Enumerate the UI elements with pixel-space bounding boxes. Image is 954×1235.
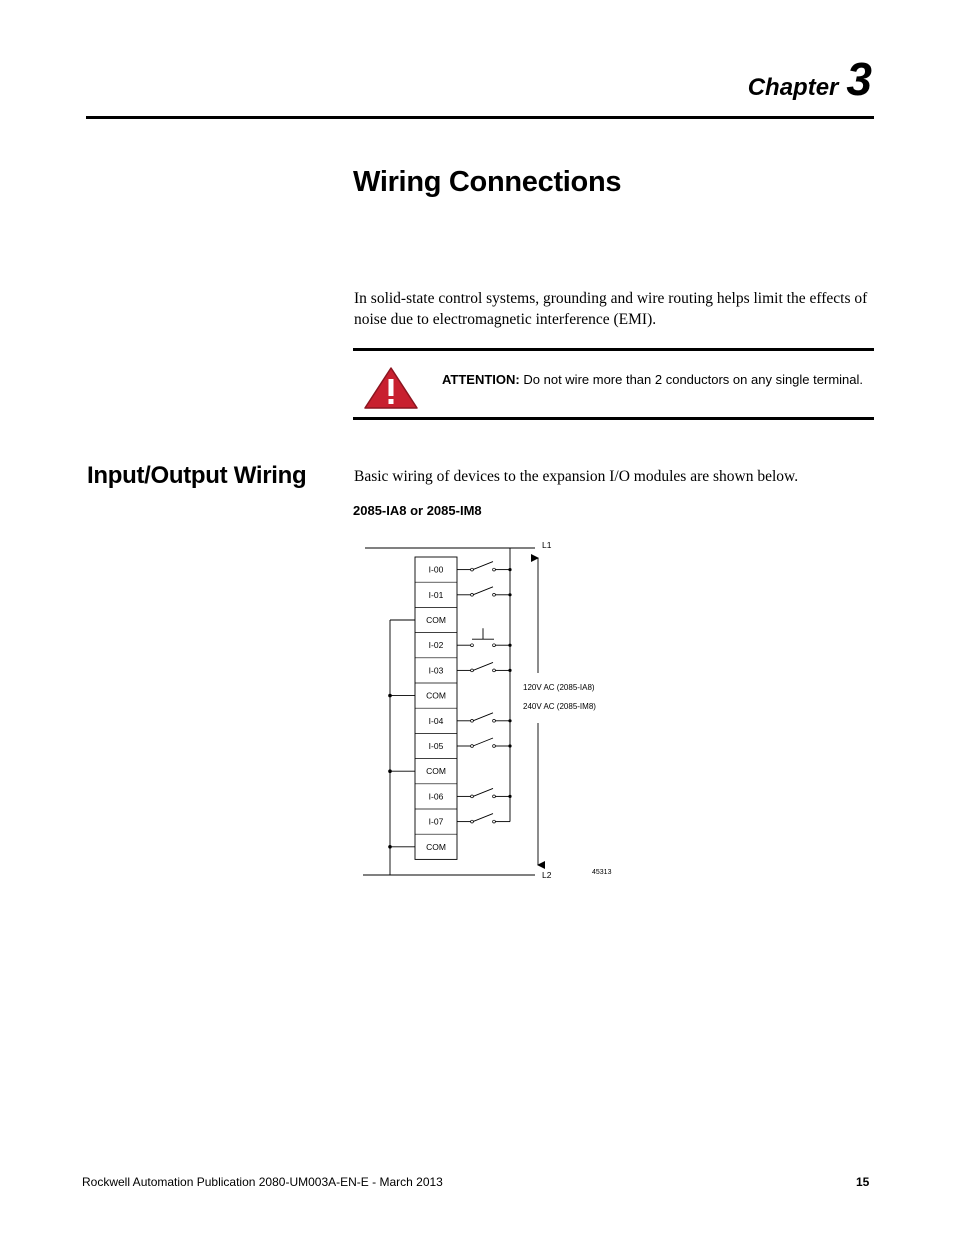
feed-junction bbox=[508, 795, 511, 798]
terminal-label: I-05 bbox=[428, 741, 444, 751]
terminal-label: I-00 bbox=[428, 564, 444, 575]
attention-box bbox=[353, 348, 874, 420]
switch-blade bbox=[473, 713, 493, 721]
switch-contact bbox=[471, 795, 474, 798]
voltage-label-im8: 240V AC (2085-IM8) bbox=[523, 702, 596, 711]
chapter-heading bbox=[747, 53, 872, 105]
terminal-label: I-01 bbox=[428, 589, 444, 600]
footer-publication: Rockwell Automation Publication 2080-UM003A-EN-E - March 2013 bbox=[82, 1175, 443, 1189]
com-junction bbox=[388, 694, 392, 698]
feed-junction bbox=[508, 744, 511, 747]
attention-message bbox=[442, 372, 863, 387]
chapter-label: Chapter bbox=[747, 74, 839, 101]
l1-label: L1 bbox=[542, 540, 552, 550]
section-title: Input/Output Wiring bbox=[87, 462, 307, 489]
terminal-label: COM bbox=[426, 690, 446, 701]
terminal-label: I-03 bbox=[428, 665, 444, 676]
figure-title: 2085-IA8 or 2085-IM8 bbox=[353, 503, 482, 518]
switch-contact bbox=[471, 820, 474, 823]
attention-body: Do not wire more than 2 conductors on any single terminal. bbox=[523, 372, 863, 387]
switch-blade bbox=[473, 587, 493, 595]
feed-junction bbox=[508, 568, 511, 571]
switch-contact bbox=[471, 719, 474, 722]
switch-blade bbox=[473, 814, 493, 822]
switch-blade bbox=[473, 788, 493, 796]
terminal-label: I-07 bbox=[428, 816, 444, 827]
switch-contact bbox=[471, 593, 474, 596]
switch-contact bbox=[493, 593, 496, 596]
switch-contact bbox=[493, 669, 496, 672]
page-title: Wiring Connections bbox=[353, 166, 622, 198]
switch-blade bbox=[473, 662, 493, 670]
l2-label: L2 bbox=[542, 870, 552, 880]
com-junction bbox=[388, 769, 392, 773]
terminal-label: I-02 bbox=[428, 640, 444, 651]
switch-blade bbox=[473, 562, 493, 570]
warning-triangle-icon bbox=[362, 365, 420, 411]
switch-contact bbox=[471, 669, 474, 672]
terminal-label: I-06 bbox=[428, 791, 444, 802]
figure-number: 45313 bbox=[592, 869, 612, 876]
feed-junction bbox=[508, 669, 511, 672]
intro-paragraph: In solid-state control systems, grounding and wire routing helps limit the effects of noise due to electromagnetic interference (EMI). bbox=[354, 290, 868, 328]
switch-contact bbox=[493, 820, 496, 823]
header-rule bbox=[86, 116, 874, 119]
feed-junction bbox=[508, 593, 511, 596]
terminal-label: COM bbox=[426, 841, 446, 852]
feed-junction bbox=[508, 644, 511, 647]
terminal-block bbox=[415, 557, 457, 859]
wiring-diagram bbox=[355, 535, 635, 885]
terminal-label: COM bbox=[426, 766, 446, 777]
page-number: 15 bbox=[856, 1175, 870, 1189]
switch-blade bbox=[473, 738, 493, 746]
com-junction bbox=[388, 845, 392, 849]
feed-junction bbox=[508, 719, 511, 722]
switch-contact bbox=[471, 745, 474, 748]
switch-contact bbox=[493, 745, 496, 748]
attention-label: ATTENTION: bbox=[442, 372, 520, 387]
terminal-label: COM bbox=[426, 615, 446, 625]
switch-contact bbox=[471, 568, 474, 571]
switch-contact bbox=[493, 568, 496, 571]
chapter-number: 3 bbox=[846, 53, 872, 105]
section-paragraph: Basic wiring of devices to the expansion I/O modules are shown below. bbox=[354, 468, 799, 485]
switch-contact bbox=[471, 644, 474, 647]
terminal-label: I-04 bbox=[428, 715, 444, 726]
voltage-label-ia8: 120V AC (2085-IA8) bbox=[523, 683, 595, 692]
switch-contact bbox=[493, 644, 496, 647]
switch-contact bbox=[493, 795, 496, 798]
switch-contact bbox=[493, 719, 496, 722]
